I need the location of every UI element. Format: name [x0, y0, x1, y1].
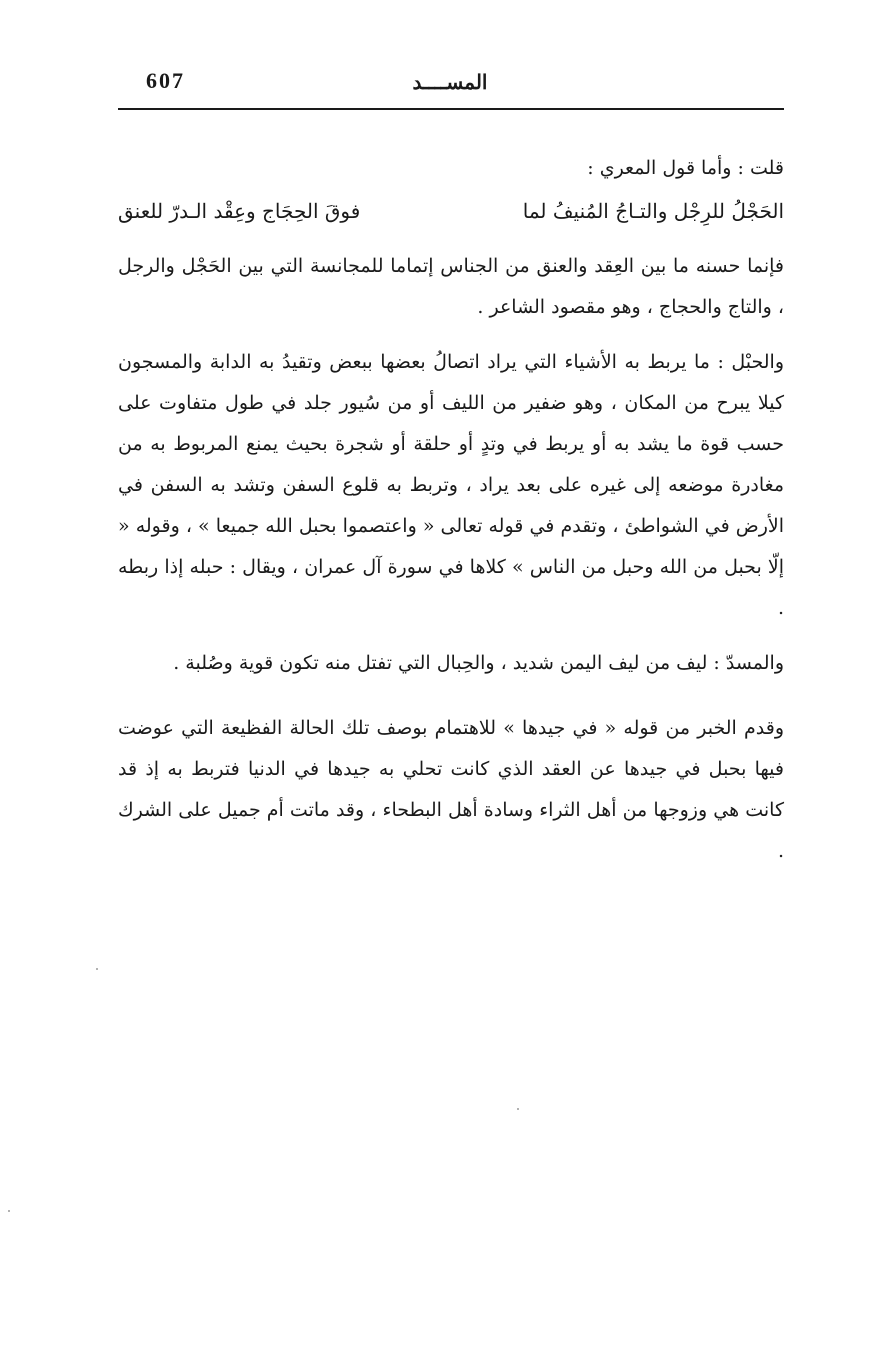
paragraph-jinas: فإنما حسنه ما بين العِقد والعنق من الجناس إتماما للمجانسة التي بين الحَجْل والرجل ، والتاج والحجاج ، وهو مقصود الشاعر . — [118, 255, 784, 318]
intro-line: قلت : وأما قول المعري : — [587, 157, 784, 179]
scan-speck — [8, 1210, 10, 1212]
verse-first-hemistich: الحَجْلُ للرِجْل والتـاجُ المُنيفُ لما — [522, 199, 784, 223]
page-number: 607 — [146, 68, 185, 93]
poetry-verse — [118, 191, 784, 232]
paragraph-khabar: وقدم الخبر من قوله « في جيدها » للاهتمام بوصف تلك الحالة الفظيعة التي عوضت فيها بحبل في جيدها عن العقد الذي كانت تحلي به جيدها في الدنيا فتربط به إذ قد كانت هي وزوجها من أهل الثراء وسادة أهل البطحاء ، وقد ماتت أم جميل على الشرك . — [118, 717, 784, 862]
paragraph-masad: والمسدّ : ليف من ليف اليمن شديد ، والحِبال التي تفتل منه تكون قوية وصُلبة . — [173, 652, 784, 674]
running-head: المســــد — [412, 70, 488, 94]
scan-speck — [96, 968, 98, 970]
header-rule — [118, 108, 784, 110]
scan-speck — [517, 1108, 519, 1110]
paragraph-habl: والحبْل : ما يربط به الأشياء التي يراد اتصالُ بعضها ببعض وتقيدُ به الدابة والمسجون كيلا يبرح من المكان ، وهو ضفير من الليف أو من سُيور جلد في طول متفاوت على حسب قوة ما يشد به أو يربط في وتدٍ أو حلقة أو شجرة بحيث يمنع المربوط به من مغادرة موضعه إلى غيره على بعد يراد ، وتربط به قلوع السفن وتشد به السفن في الأرض في الشواطئ ، وتقدم في قوله تعالى « واعتصموا بحبل الله جميعا » ، وقوله « إلّا بحبل من الله وحبل من الناس » كلاها في سورة آل عمران ، ويقال : حبله إذا ربطه . — [118, 351, 784, 619]
verse-second-hemistich: فوقَ الحِجَاج وعِقْد الـدرّ للعنق — [118, 199, 361, 223]
page-body — [118, 148, 784, 886]
